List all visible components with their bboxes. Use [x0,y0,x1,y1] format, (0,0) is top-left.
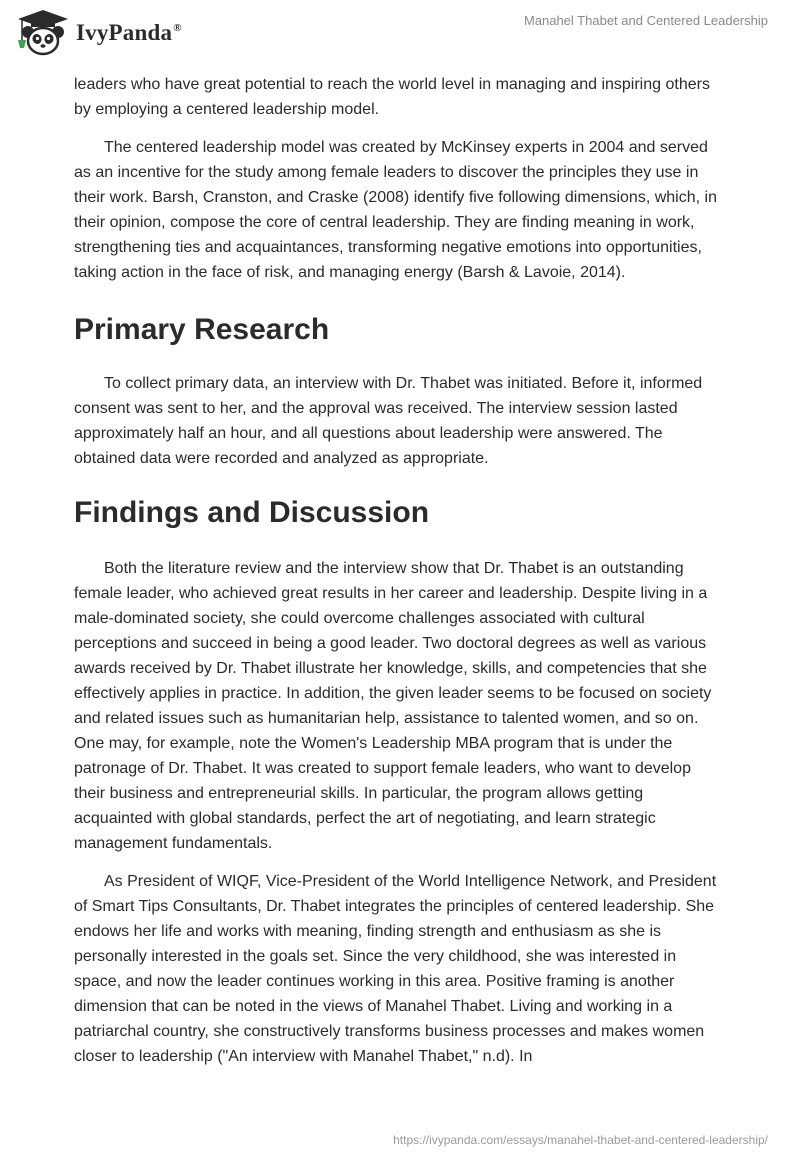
heading-primary-research: Primary Research [74,313,330,346]
document-title: Manahel Thabet and Centered Leadership [523,13,768,28]
paragraph-primary-research: To collect primary data, an interview with Dr. Thabet was initiated. Before it, informed consent was sent to her, and the approval was received. The interview session lasted approximately half an hour, and all questions about leadership were answered. The obtained data were recorded and analyzed as appropriate. [74,375,703,467]
source-url-link[interactable]: https://ivypanda.com/essays/manahel-thabet-and-centered-leadership/ [393,1133,768,1147]
trademark-sign: ® [173,22,182,35]
heading-findings-discussion: Findings and Discussion [74,496,430,529]
brand-logo[interactable] [14,8,182,58]
essay-content [74,72,724,1069]
paragraph-findings-1: Both the literature review and the interview show that Dr. Thabet is an outstanding female leader, who achieved great results in her career and leadership. Despite living in a male-dominated society, she could overcome challenges associated with cultural perceptions and succeed in being a good leader. Two doctoral degrees as well as various awards received by Dr. Thabet illustrate her knowledge, skills, and competencies that she effectively applies in practice. In addition, the given leader seems to be focused on society and related issues such as humanitarian help, assistance to talented women, and so on. One may, for example, note the Women's Leadership MBA program that is under the patronage of Dr. Thabet. It was created to support female leaders, who want to develop their business and entrepreneurial skills. In particular, the program allows getting acquainted with global standards, perfect the art of negotiating, and learn strategic management fundamentals. [74,560,712,852]
paragraph-findings-2: As President of WIQF, Vice-President of the World Intelligence Network, and President of Smart Tips Consultants, Dr. Thabet integrates the principles of centered leadership. She endows her life and works with meaning, finding strength and enthusiasm as she is personally interested in the goals set. Since the very childhood, she was interested in space, and now the leader continues working in this area. Positive framing is another dimension that can be noted in the views of Manahel Thabet. Living and working in a patriarchal country, she constructively transforms business processes and makes women closer to leadership ("An interview with Manahel Thabet," n.d). In [74,873,717,1065]
panda-graduate-logo-icon [14,8,72,58]
paragraph-centered-leadership-model: The centered leadership model was created by McKinsey experts in 2004 and served as an incentive for the study among female leaders to discover the principles they use in their work. Barsh, Cranston, and Craske (2008) identify five following dimensions, which, in their opinion, compose the core of central leadership. They are finding meaning in work, strengthening ties and acquaintances, transforming negative emotions into opportunities, taking action in the face of risk, and managing energy (Barsh & Lavoie, 2014). [74,139,717,281]
paragraph-intro-continuation: leaders who have great potential to reach the world level in managing and inspiring others by employing a centered leadership model. [74,76,710,118]
brand-name: IvyPanda® [76,20,182,45]
page-header [0,0,800,68]
